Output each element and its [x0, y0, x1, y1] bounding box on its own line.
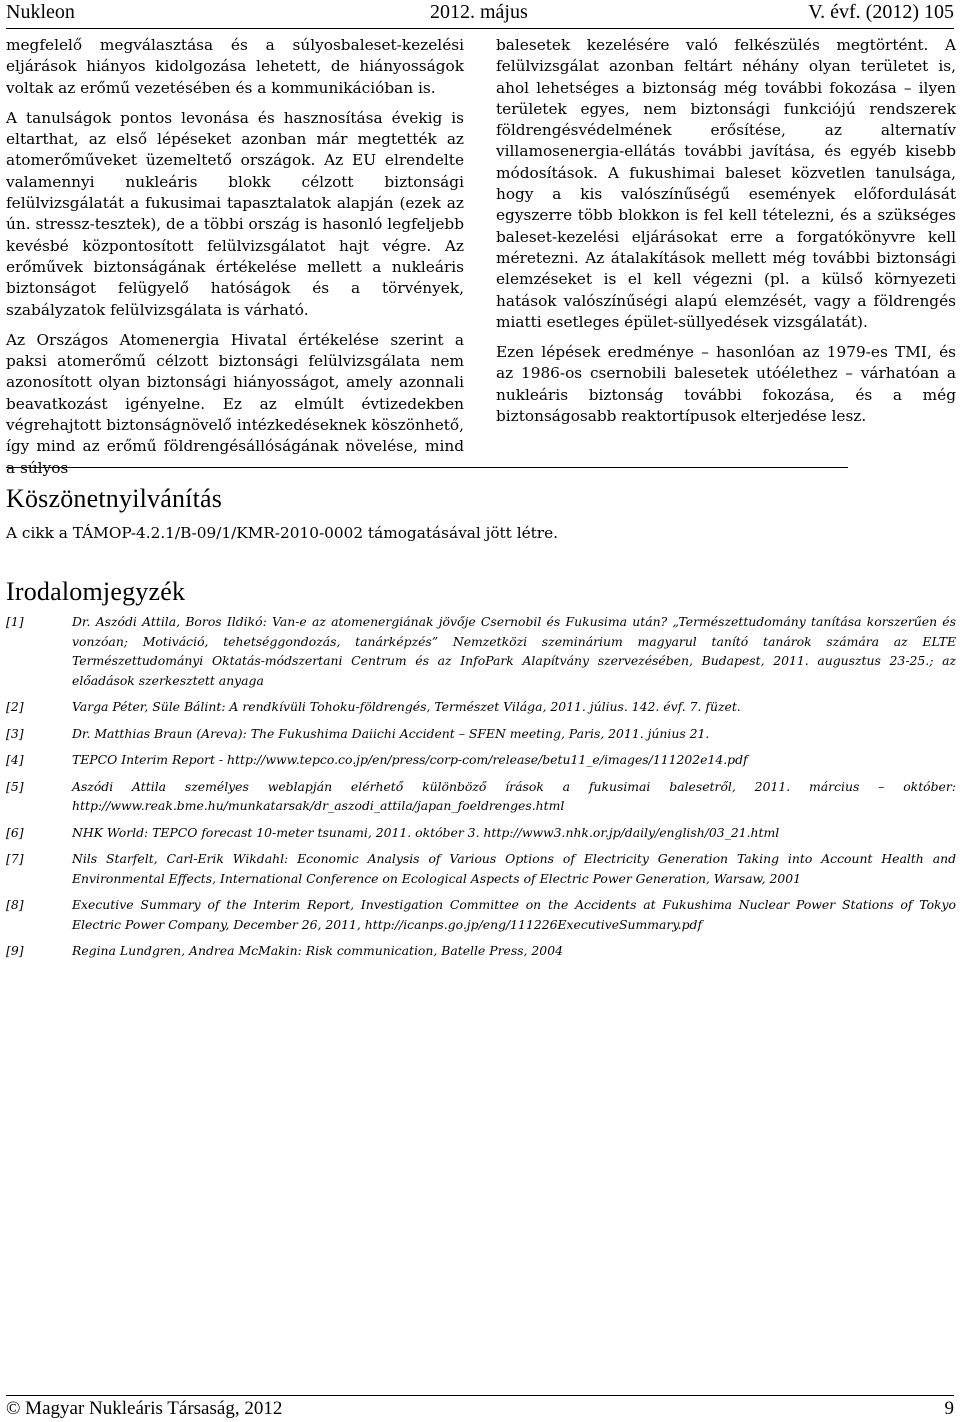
references-title: Irodalomjegyzék — [6, 577, 186, 606]
paragraph: megfelelő megválasztása és a súlyosbaleset-kezelési eljárások hiányos kidolgozása lehetett, de hiányosságok voltak az erőmű vezetésében és a kommunikációban is. — [6, 36, 464, 97]
page-footer — [6, 1398, 954, 1422]
reference-text: Varga Péter, Süle Bálint: A rendkívüli Tohoku-földrengés, Természet Világa, 2011. július. 142. évf. 7. füzet. — [72, 699, 741, 714]
reference-text: Dr. Aszódi Attila, Boros Ildikó: Van-e az atomenergiának jövője Csernobil és Fukusima után? „Természettudomány tanítása korszerűen és vonzóan; Motiváció, tehetséggondozás, tanárképzés” Nemzetközi szeminárium magyarul tanító tanárok számára az ELTE Természettudományi Oktatás-módszertani Centrum és az InfoPark Alapítvány szervezésében, Budapest, 2011. augusztus 23-25.; az előadások szerkesztett anyaga — [72, 614, 956, 688]
reference-text: Aszódi Attila személyes weblapján elérhető különböző írások a fukusimai balesetről, 2011. március – október: http://www.reak.bme.hu/munkatarsak/dr_aszodi_attila/japan_foeldrenges.html — [72, 778, 956, 813]
right-column — [496, 35, 956, 436]
footer-rule — [6, 1395, 954, 1396]
reference-text: Nils Starfelt, Carl-Erik Wikdahl: Economic Analysis of Various Options of Electricity Generation Taking into Account Health and Environmental Effects, International Conference on Ecological Aspects of Electric Power Generation, Warsaw, 2001 — [72, 851, 956, 886]
reference-item — [6, 724, 956, 744]
reference-number: [4] — [6, 752, 24, 767]
reference-number: [3] — [6, 725, 24, 741]
acknowledgement-title: Köszönetnyilvánítás — [6, 484, 223, 513]
volume-page: V. évf. (2012) 105 — [808, 1, 954, 23]
reference-text: NHK World: TEPCO forecast 10-meter tsunami, 2011. október 3. http://www3.nhk.or.jp/daily/english/03_21.html — [72, 824, 780, 840]
reference-number: [1] — [6, 614, 24, 629]
reference-number: [5] — [6, 778, 24, 794]
reference-item — [6, 750, 956, 770]
reference-item — [6, 849, 956, 888]
reference-text: Executive Summary of the Interim Report, Investigation Committee on the Accidents at Fukushima Nuclear Power Stations of Tokyo Electric Power Company, December 26, 2011, http://icanps.go.jp/eng/111226ExecutiveSummary.pdf — [72, 897, 956, 932]
reference-text: TEPCO Interim Report - http://www.tepco.co.jp/en/press/corp-com/release/betu11_e/images/111202e14.pdf — [72, 752, 748, 767]
reference-number: [7] — [6, 851, 24, 866]
header-rule — [6, 28, 954, 29]
paragraph: A tanulságok pontos levonása és hasznosítása évekig is eltarthat, az első lépéseket azonban már megtették az atomerőműveket üzemeltető országok. Az EU elrendelte valamennyi nukleáris blokk célzott biztonsági felülvizsgálatát a fukusimai tapasztalatok alapján (ezek az ún. stressz-tesztek), de a többi ország is hasonló legfeljebb kevésbé központosított felülvizsgálatot hajt végre. Az erőművek biztonságának értékelése mellett a nukleáris biztonságot felügyelő hatóságok és a törvények, szabályzatok felülvizsgálata is várható. — [6, 108, 464, 319]
journal-name: Nukleon — [6, 1, 75, 23]
reference-item — [6, 823, 956, 843]
acknowledgement-text: A cikk a TÁMOP-4.2.1/B-09/1/KMR-2010-0002 támogatásával jött létre. — [6, 524, 559, 542]
reference-number: [2] — [6, 699, 24, 714]
paragraph: Az Országos Atomenergia Hivatal értékelése szerint a paksi atomerőmű célzott biztonsági felülvizsgálata nem azonosított olyan biztonsági hiányosságot, amely azonnali beavatkozást igényelne. Ez az elmúlt évtizedekben végrehajtott biztonságnövelő intézkedéseknek köszönhető, így mind az erőmű földrengésállóságának növelése, mind a súlyos — [6, 330, 464, 477]
reference-text: Dr. Matthias Braun (Areva): The Fukushima Daiichi Accident – SFEN meeting, Paris, 2011. június 21. — [72, 725, 710, 741]
reference-item — [6, 697, 956, 717]
paragraph: balesetek kezelésére való felkészülés megtörtént. A felülvizsgálat azonban feltárt néhány olyan területet is, ahol lehetséges a biztonság még további fokozása – ilyen területek egyes, nem biztonsági funkciójú rendszerek földrengésvédelmének erősítése, az alternatív villamosenergia-ellátás további javítása, és egyéb kisebb módosítások. A fukushimai baleset közvetlen tanulsága, hogy a kis valószínűségű események előfordulását egyszerre több blokkon is fel kell tételezni, és a szükséges baleset-kezelési eljárásokat erre a forgatókönyvre kell méretezni. Az átalakítások mellett még további biztonsági elemzéseket is el kell végezni (pl. a külső környezeti hatások valószínűségi alapú elemzését, vagy a földrengés miatti esetleges épület-süllyedések vizsgálatát). — [496, 36, 956, 331]
page-number: 9 — [944, 1398, 954, 1419]
left-column — [6, 35, 464, 488]
section-divider — [6, 467, 848, 468]
reference-number: [8] — [6, 897, 24, 912]
reference-item — [6, 941, 956, 961]
reference-item — [6, 777, 956, 816]
issue-date: 2012. május — [430, 1, 528, 23]
page-header — [6, 0, 954, 30]
copyright: © Magyar Nukleáris Társaság, 2012 — [6, 1398, 283, 1419]
reference-item — [6, 612, 956, 690]
reference-number: [9] — [6, 943, 24, 958]
reference-item — [6, 895, 956, 934]
reference-number: [6] — [6, 824, 24, 840]
paragraph: Ezen lépések eredménye – hasonlóan az 1979-es TMI, és az 1986-os csernobili balesetek utóélethez – várhatóan a nukleáris biztonság további fokozása, és a még biztonságosabb reaktortípusok elterjedése lesz. — [496, 343, 956, 426]
reference-text: Regina Lundgren, Andrea McMakin: Risk communication, Batelle Press, 2004 — [72, 943, 563, 958]
reference-list — [6, 612, 956, 968]
